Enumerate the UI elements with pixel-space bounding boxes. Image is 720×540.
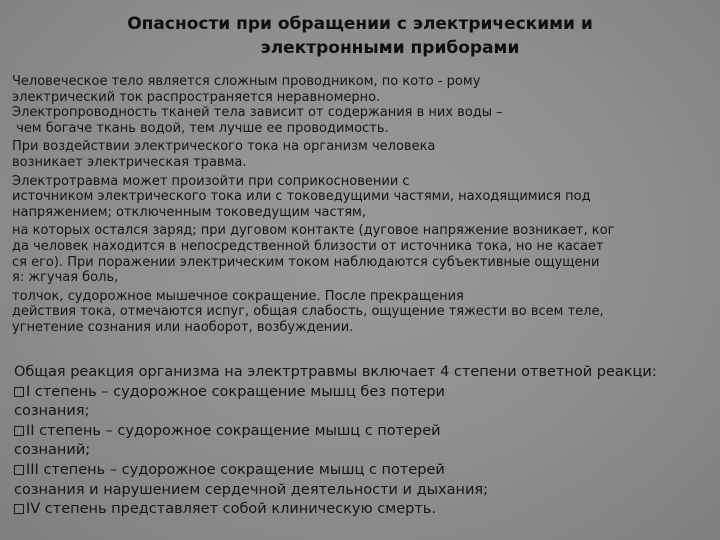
- body-line: Электротравма может произойти при соприкосновении с: [12, 173, 410, 189]
- list-item-continuation: сознания и нарушением сердечной деятельности и дыхания;: [14, 481, 489, 498]
- title-line-1: Опасности при обращении с электрическими и: [127, 14, 593, 34]
- list-item-continuation: сознания;: [14, 403, 90, 420]
- body-text: [12, 74, 712, 336]
- body-line: источником электрического тока или с токоведущими частями, находящимися под: [12, 189, 591, 205]
- list-item: [14, 422, 714, 442]
- body-line: возникает электрическая травма.: [12, 154, 247, 170]
- body-line: я: жгучая боль,: [12, 270, 119, 286]
- list-item: [14, 383, 714, 403]
- list-item: [14, 461, 714, 481]
- body-line: угнетение сознания или наоборот, возбуждении.: [12, 319, 354, 335]
- body-line: чем богаче ткань водой, тем лучше ее проводимость.: [12, 120, 389, 136]
- body-line: на которых остался заряд; при дуговом контакте (дуговое напряжение возникает, ког: [12, 223, 615, 239]
- title-line-2: электронными приборами: [260, 38, 520, 58]
- list-item-text: IV степень представляет собой клиническую смерть.: [26, 501, 436, 518]
- body-line: При воздействии электрического тока на организм человека: [12, 139, 436, 155]
- body-line: электрический ток распространяется неравномерно.: [12, 89, 381, 105]
- body-line: да человек находится в непосредственной близости от источника тока, но не касает: [12, 238, 604, 254]
- list-item-text: I степень – судорожное сокращение мышц без потери: [26, 383, 445, 400]
- body-line: Человеческое тело является сложным проводником, по кото - рому: [12, 74, 481, 89]
- body-line: Электропроводность тканей тела зависит от содержания в них воды –: [12, 105, 503, 121]
- body-line: напряжением; отключенным токоведущим частям,: [12, 204, 366, 220]
- list-item-continuation: сознаний;: [14, 442, 91, 459]
- checkbox-bullet-icon: [14, 426, 24, 436]
- body-line: действия тока, отмечаются испуг, общая слабость, ощущение тяжести во всем теле,: [12, 304, 604, 320]
- body-line: толчок, судорожное мышечное сокращение. После прекращения: [12, 288, 464, 304]
- reaction-section: [14, 363, 714, 520]
- checkbox-bullet-icon: [14, 387, 24, 397]
- checkbox-bullet-icon: [14, 504, 24, 514]
- list-item-text: II степень – судорожное сокращение мышц с потерей: [26, 422, 441, 439]
- slide-title: [60, 12, 660, 60]
- list-item-text: III степень – судорожное сокращение мышц с потерей: [26, 461, 445, 478]
- checkbox-bullet-icon: [14, 465, 24, 475]
- list-item: [14, 500, 714, 520]
- body-line: ся его). При поражении электрическим током наблюдаются субъективные ощущени: [12, 254, 600, 270]
- reaction-intro: Общая реакция организма на электртравмы включает 4 степени ответной реакци:: [14, 364, 657, 380]
